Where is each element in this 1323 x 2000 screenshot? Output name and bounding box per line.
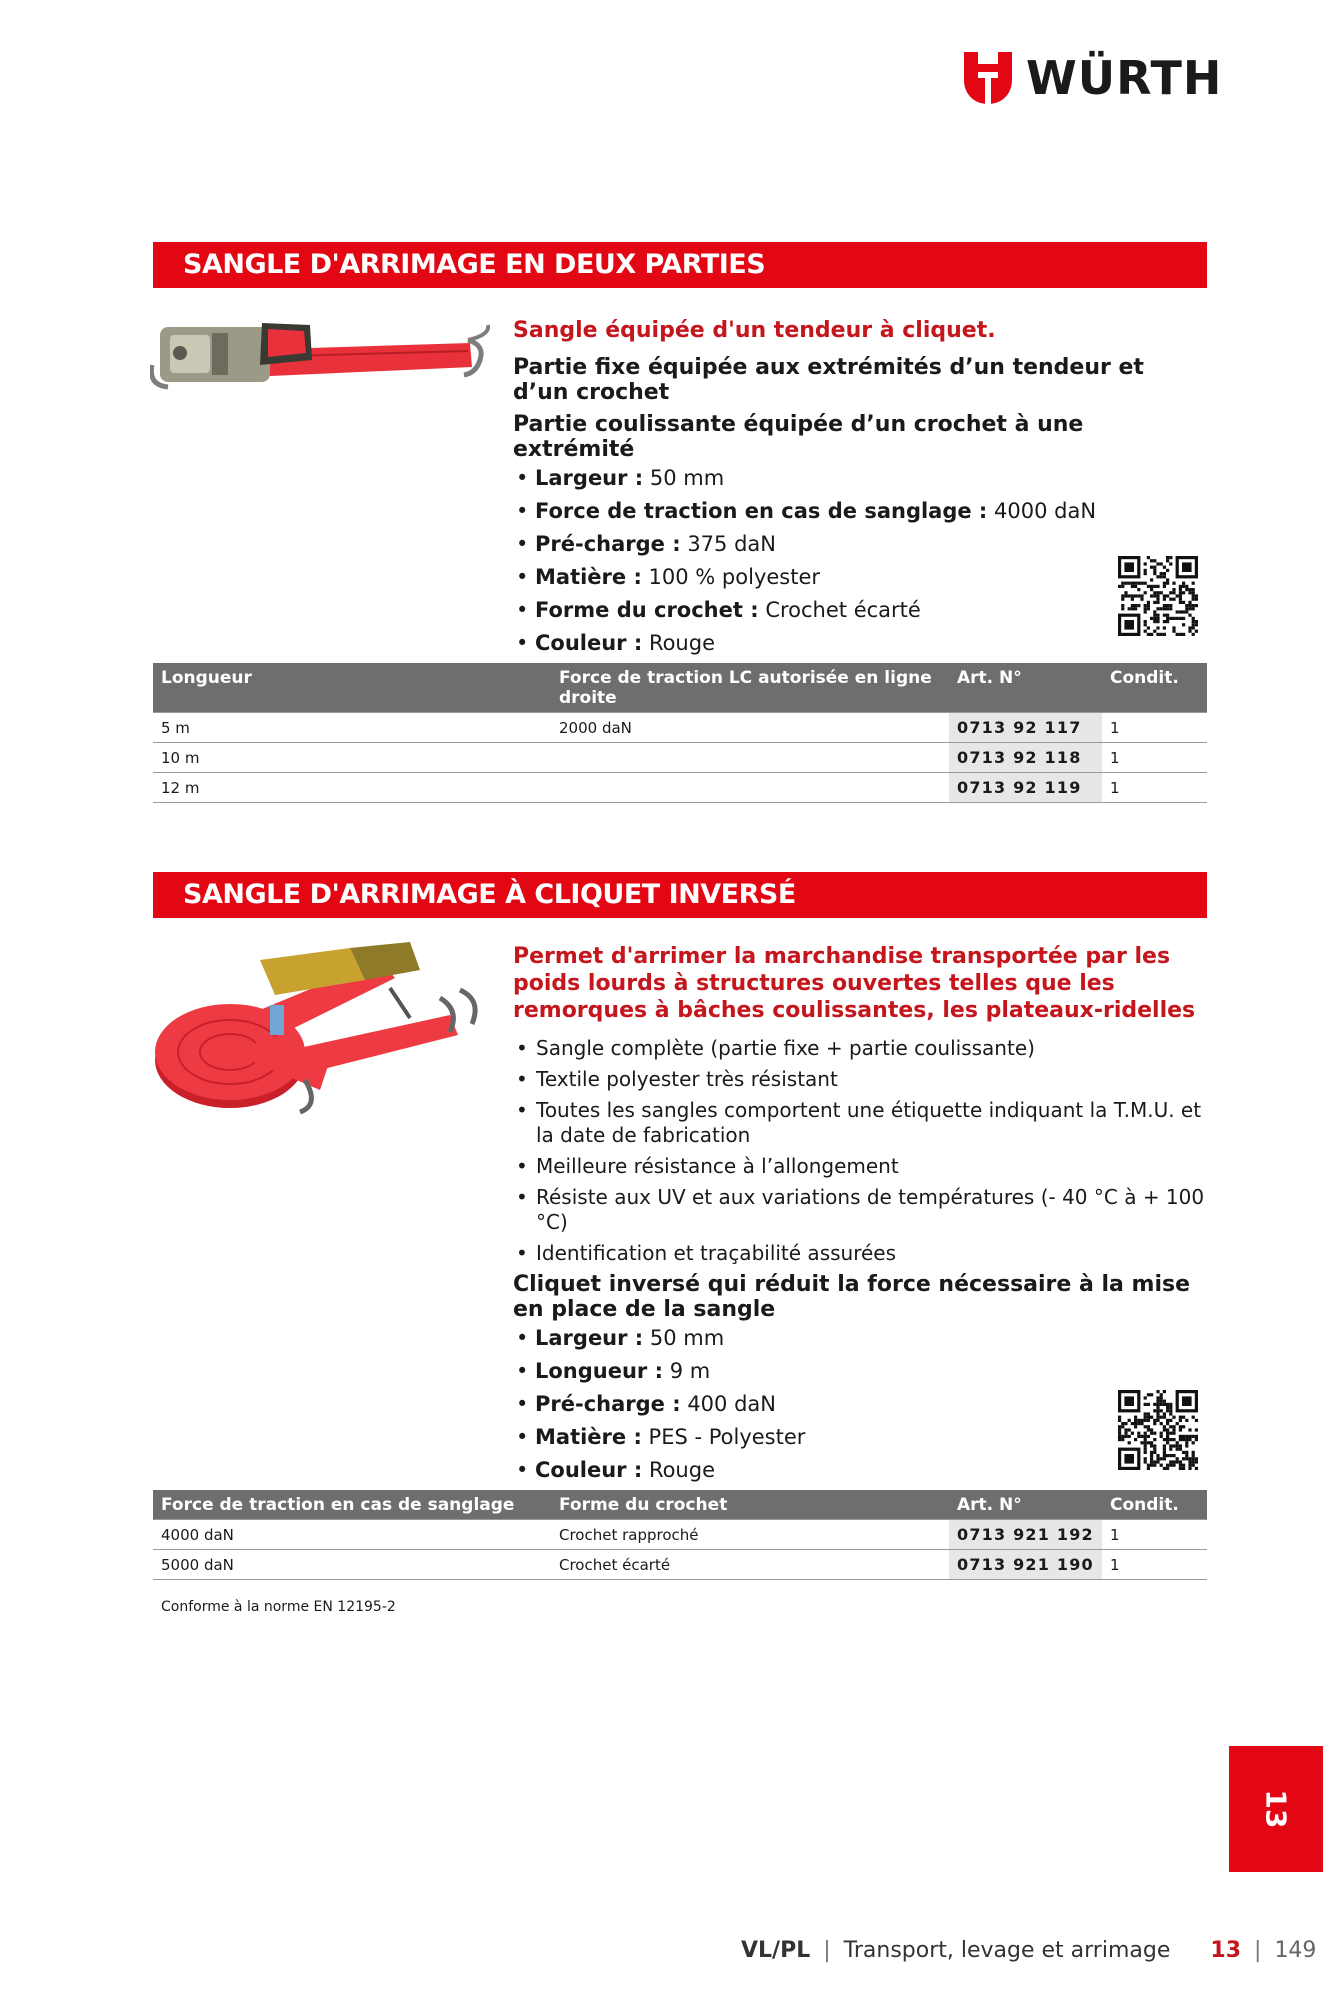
- article-number[interactable]: 0713 92 117: [949, 713, 1102, 743]
- qr-code-icon[interactable]: [1118, 556, 1198, 636]
- spec-item: • Pré-charge : 375 daN: [513, 528, 1207, 561]
- spec-item: • Forme du crochet : Crochet écarté: [513, 594, 1207, 627]
- feature-list: [513, 1036, 1207, 1266]
- brand-name: WÜRTH: [1026, 51, 1223, 105]
- wurth-logo: [964, 52, 1222, 104]
- spec-item: • Longueur : 9 m: [513, 1355, 1207, 1388]
- page-total: 149: [1274, 1938, 1317, 1963]
- col-header-force: Force de traction en cas de sanglage: [153, 1490, 551, 1520]
- footer-separator: |: [823, 1938, 831, 1963]
- article-number[interactable]: 0713 921 192: [949, 1520, 1102, 1550]
- article-number[interactable]: 0713 92 118: [949, 743, 1102, 773]
- table-row: 5 m 2000 daN 0713 92 117 1: [153, 713, 1207, 743]
- table-row: 5000 daN Crochet écarté 0713 921 190 1: [153, 1550, 1207, 1580]
- footer-separator: |: [1254, 1938, 1262, 1963]
- page-footer: [741, 1938, 1316, 1963]
- ratchet-strap-roll-icon: [150, 940, 490, 1120]
- col-header-condit: Condit.: [1102, 663, 1207, 713]
- lead-text: Permet d'arrimer la marchandise transportée par les poids lourds à structures ouvertes telles que les remorques à bâches coulissantes, les plateaux-ridelles: [513, 944, 1196, 1023]
- subhead-fixed-part: Partie fixe équipée aux extrémités d’un tendeur et d’un crochet: [513, 355, 1144, 405]
- table-row: 10 m 0713 92 118 1: [153, 743, 1207, 773]
- subhead-sliding-part: Partie coulissante équipée d’un crochet à une extrémité: [513, 412, 1084, 462]
- ratchet-strap-icon: [150, 305, 490, 415]
- subhead-reverse-ratchet: Cliquet inversé qui réduit la force nécessaire à la mise en place de la sangle: [513, 1272, 1191, 1322]
- qr-code-icon[interactable]: [1118, 1390, 1198, 1470]
- col-header-force: Force de traction LC autorisée en ligne droite: [551, 663, 949, 713]
- col-header-hook-shape: Forme du crochet: [551, 1490, 949, 1520]
- chapter-tab[interactable]: [1229, 1746, 1323, 1872]
- col-header-condit: Condit.: [1102, 1490, 1207, 1520]
- page-number: 13: [1210, 1938, 1242, 1963]
- spec-item: • Matière : 100 % polyester: [513, 561, 1207, 594]
- feature-item: • Résiste aux UV et aux variations de températures (- 40 °C à + 100 °C): [513, 1185, 1207, 1235]
- spec-item: • Pré-charge : 400 daN: [513, 1388, 1207, 1421]
- table-row: 4000 daN Crochet rapproché 0713 921 192 1: [153, 1520, 1207, 1550]
- spec-item: • Largeur : 50 mm: [513, 462, 1207, 495]
- feature-item: • Meilleure résistance à l’allongement: [513, 1154, 1207, 1179]
- spec-item: • Force de traction en cas de sanglage : 4000 daN: [513, 495, 1207, 528]
- col-header-art-no: Art. N°: [949, 663, 1102, 713]
- spec-list: [513, 462, 1207, 660]
- spec-item: • Couleur : Rouge: [513, 627, 1207, 660]
- wurth-logo-icon: [964, 52, 1012, 104]
- section-title-banner: SANGLE D'ARRIMAGE À CLIQUET INVERSÉ: [153, 872, 1207, 918]
- table-row: 12 m 0713 92 119 1: [153, 773, 1207, 803]
- product-image-ratchet-strap-roll: [150, 940, 490, 1120]
- lead-text: Sangle équipée d'un tendeur à cliquet.: [513, 318, 996, 343]
- footer-category: VL/PL: [741, 1938, 811, 1963]
- article-number[interactable]: 0713 921 190: [949, 1550, 1102, 1580]
- section-title-banner: SANGLE D'ARRIMAGE EN DEUX PARTIES: [153, 242, 1207, 288]
- feature-item: • Identification et traçabilité assurées: [513, 1241, 1207, 1266]
- product-table-1: [153, 663, 1207, 803]
- article-number[interactable]: 0713 92 119: [949, 773, 1102, 803]
- chapter-number: 13: [1259, 1789, 1293, 1829]
- col-header-art-no: Art. N°: [949, 1490, 1102, 1520]
- section-1-description: [513, 317, 1207, 660]
- spec-item: • Couleur : Rouge: [513, 1454, 1207, 1487]
- product-image-ratchet-strap: [150, 305, 490, 415]
- feature-item: • Sangle complète (partie fixe + partie coulissante): [513, 1036, 1207, 1061]
- spec-list: [513, 1322, 1207, 1487]
- section-2-description: [513, 943, 1207, 1487]
- product-table-2: [153, 1490, 1207, 1580]
- spec-item: • Matière : PES - Polyester: [513, 1421, 1207, 1454]
- footer-title: Transport, levage et arrimage: [843, 1938, 1171, 1963]
- col-header-length: Longueur: [153, 663, 551, 713]
- spec-item: • Largeur : 50 mm: [513, 1322, 1207, 1355]
- standard-note: Conforme à la norme EN 12195-2: [161, 1599, 396, 1615]
- feature-item: • Textile polyester très résistant: [513, 1067, 1207, 1092]
- feature-item: • Toutes les sangles comportent une étiquette indiquant la T.M.U. et la date de fabrication: [513, 1098, 1207, 1148]
